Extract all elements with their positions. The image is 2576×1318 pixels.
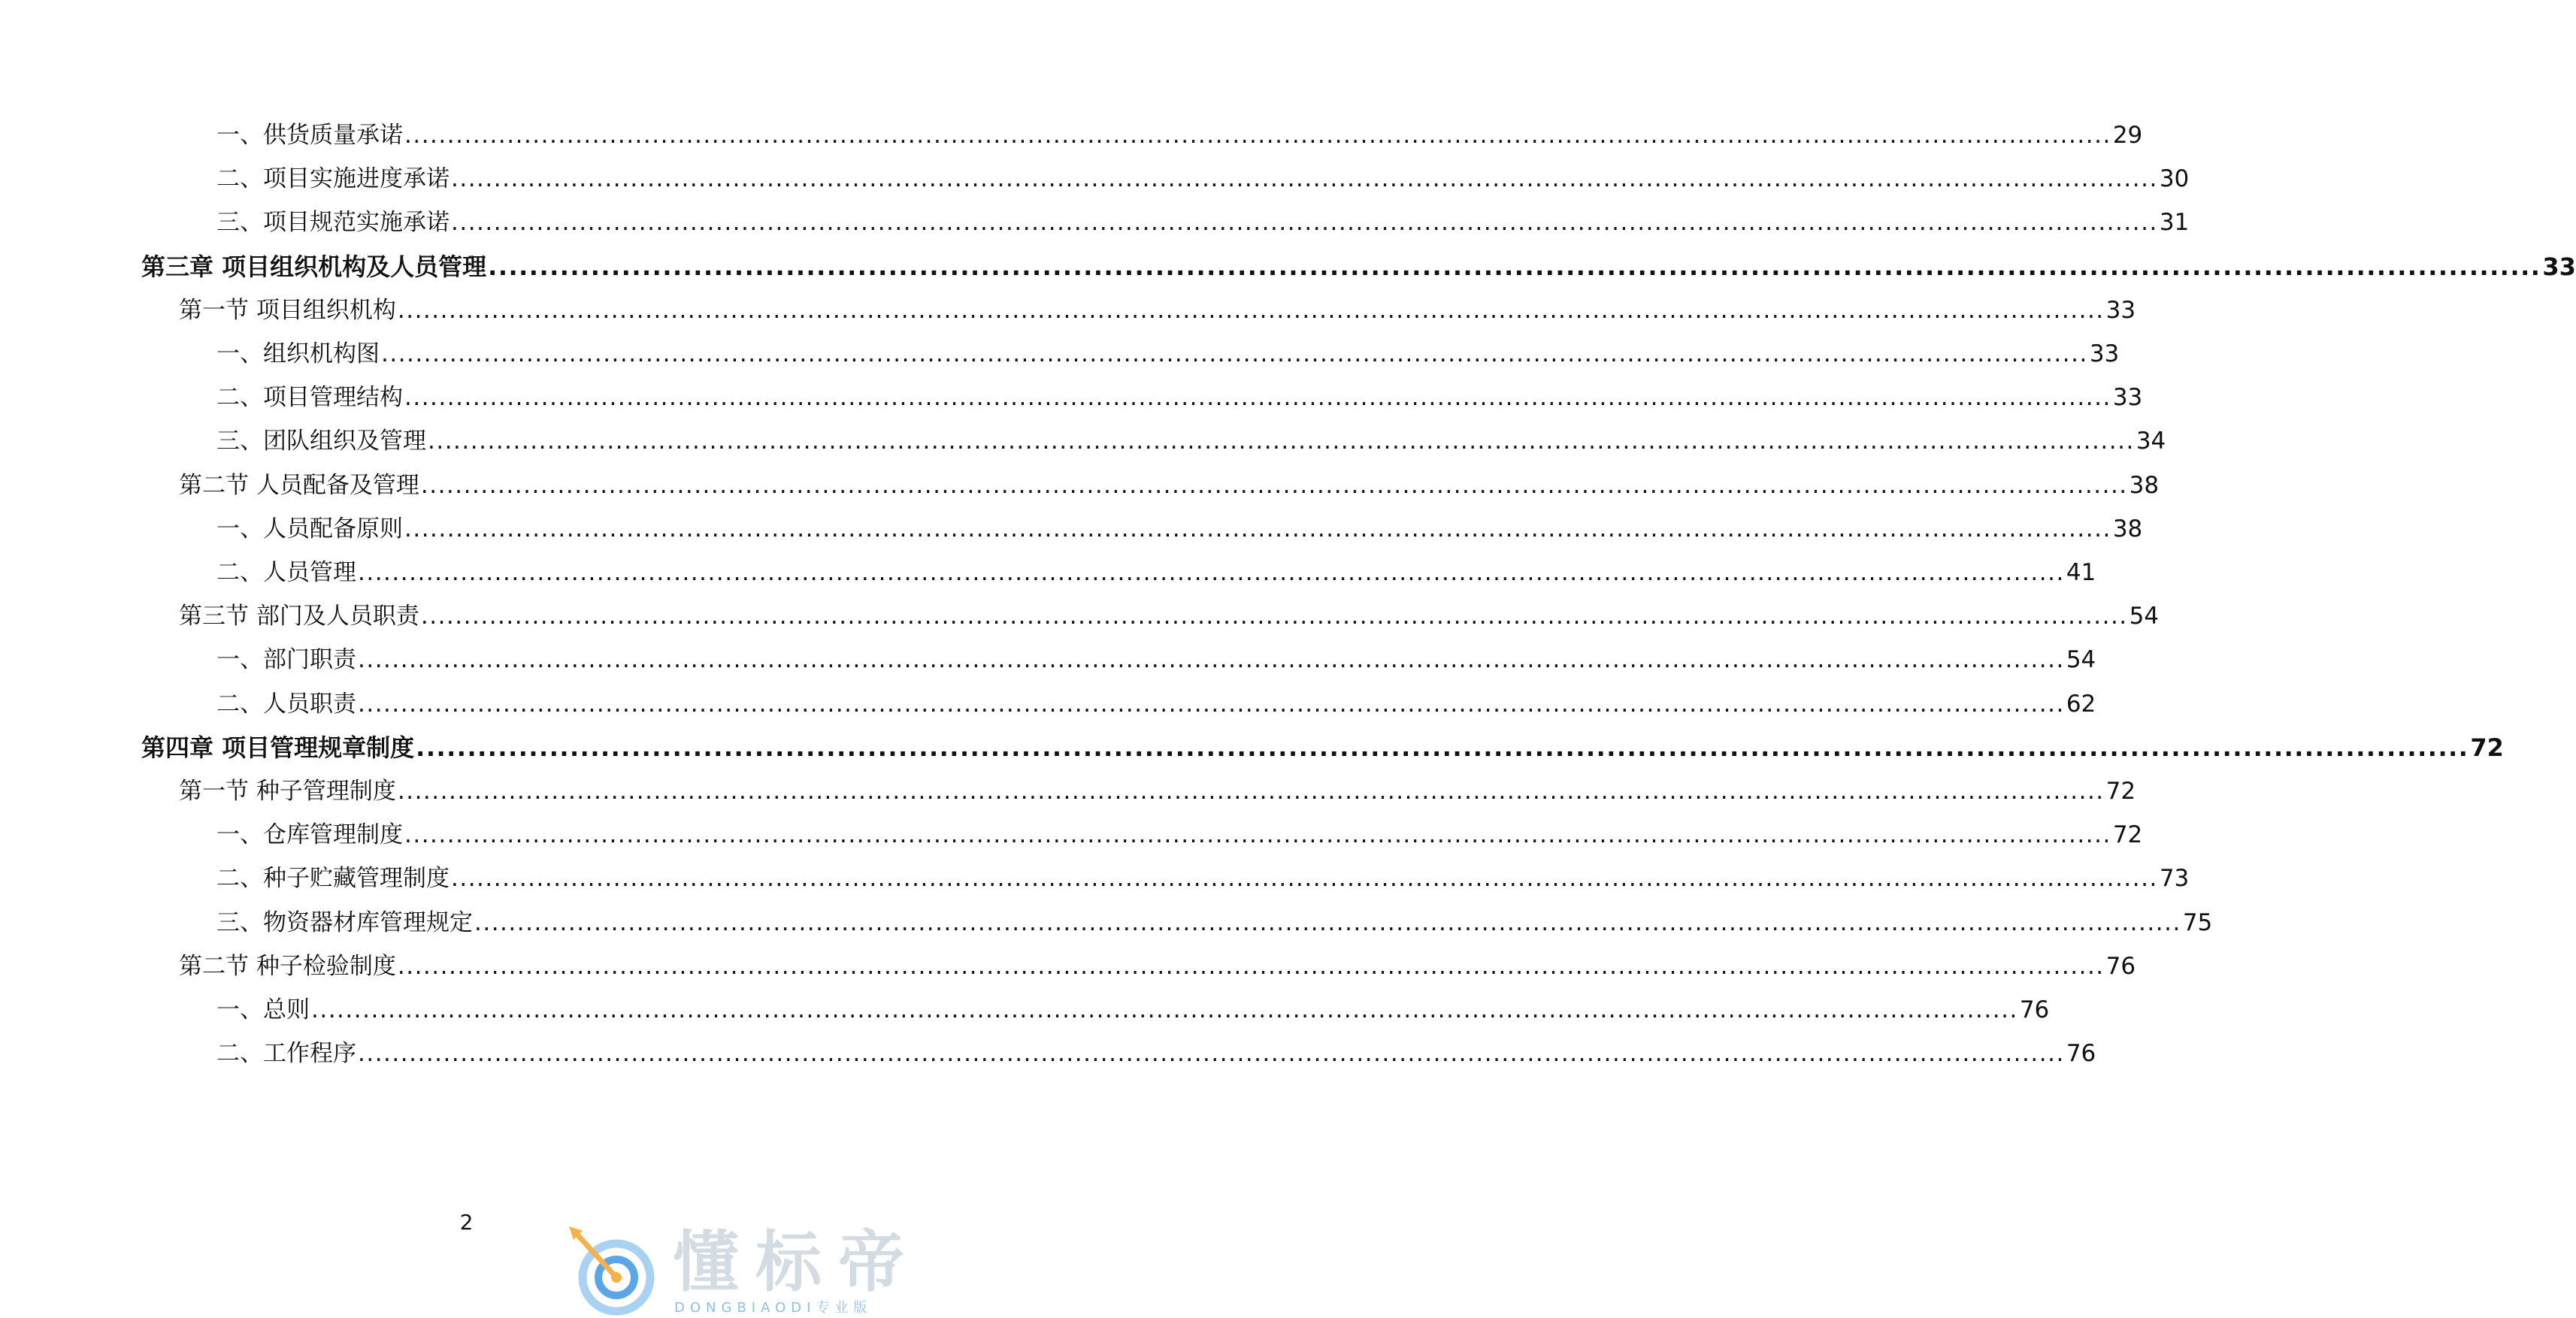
toc-entry-title: 一、组织机构图 — [216, 340, 380, 367]
toc-entry-title: 二、工作程序 — [216, 1040, 356, 1068]
toc-leader-dots: ........................................................................................................................................................................................................ — [404, 821, 2111, 849]
toc-entry-page: 72 — [2112, 821, 2143, 849]
toc-entry-title: 第三节 部门及人员职责 — [179, 603, 419, 630]
toc-entry-page: 76 — [2066, 1040, 2096, 1068]
toc-entry-title: 二、人员管理 — [216, 559, 356, 586]
toc-entry-page: 76 — [2019, 996, 2050, 1023]
toc-entry-title: 一、部门职责 — [216, 646, 356, 674]
toc-entry-title: 第二节 人员配备及管理 — [179, 471, 419, 499]
toc-entry-title: 一、总则 — [216, 996, 310, 1023]
toc-entry-page: 54 — [2066, 646, 2096, 674]
toc-entry-page: 33 — [2112, 384, 2143, 412]
toc-entry-title: 一、供货质量承诺 — [216, 122, 403, 149]
page-number: 2 — [459, 1210, 474, 1235]
toc-leader-dots: ........................................................................................................................................................................................................ — [397, 952, 2105, 980]
toc-leader-dots: ........................................................................................................................................................................................................ — [397, 778, 2105, 805]
toc-entry[interactable] — [216, 331, 2120, 369]
toc-entry[interactable] — [216, 419, 2166, 456]
toc-entry[interactable] — [179, 288, 2136, 325]
toc-entry-title: 二、项目实施进度承诺 — [216, 165, 450, 193]
toc-entry[interactable] — [141, 244, 2576, 282]
toc-entry-page: 38 — [2112, 515, 2143, 543]
toc-entry-page: 73 — [2159, 865, 2190, 893]
toc-leader-dots: ........................................................................................................................................................................................................ — [358, 646, 2065, 674]
toc-leader-dots: ........................................................................................................................................................................................................ — [404, 515, 2111, 543]
watermark — [560, 1225, 921, 1315]
toc-leader-dots: ........................................................................................................................................................................................................ — [420, 603, 2128, 630]
toc-leader-dots: ........................................................................................................................................................................................................ — [404, 122, 2111, 149]
toc-entry[interactable] — [216, 550, 2096, 588]
toc-leader-dots: ........................................................................................................................................................................................................ — [358, 690, 2065, 718]
toc-leader-dots: ........................................................................................................................................................................................................ — [451, 209, 2158, 237]
toc-entry[interactable] — [216, 200, 2190, 237]
target-logo-icon — [560, 1225, 665, 1315]
toc-entry-title: 第三章 项目组织机构及人员管理 — [141, 252, 487, 281]
toc-entry[interactable] — [216, 812, 2143, 850]
toc-entry[interactable] — [216, 113, 2143, 150]
toc-entry-title: 三、项目规范实施承诺 — [216, 209, 450, 237]
toc-entry[interactable] — [216, 156, 2190, 194]
toc-entry-page: 33 — [2089, 340, 2120, 367]
toc-entry-page: 33 — [2105, 296, 2136, 324]
toc-entry[interactable] — [216, 987, 2050, 1025]
toc-entry-title: 三、团队组织及管理 — [216, 428, 426, 455]
toc-entry[interactable] — [216, 900, 2213, 938]
toc-entry-title: 三、物资器材库管理规定 — [216, 908, 473, 936]
toc-entry[interactable] — [216, 506, 2143, 544]
toc-entry[interactable] — [216, 856, 2190, 893]
toc-leader-dots: ........................................................................................................................................................................................................ — [358, 1040, 2065, 1068]
toc-entry[interactable] — [216, 682, 2096, 719]
toc-entry-page: 76 — [2105, 952, 2136, 980]
toc-leader-dots: ........................................................................................................................................................................................................ — [488, 252, 2541, 281]
toc-entry-page: 75 — [2182, 908, 2213, 936]
toc-leader-dots: ........................................................................................................................................................................................................ — [474, 908, 2181, 936]
toc-entry-page: 62 — [2066, 690, 2096, 718]
toc-entry-page: 33 — [2542, 252, 2576, 281]
toc-leader-dots: ........................................................................................................................................................................................................ — [420, 471, 2128, 499]
toc-entry-title: 一、人员配备原则 — [216, 515, 403, 543]
toc-entry[interactable] — [216, 637, 2096, 675]
toc-entry-title: 第一节 种子管理制度 — [179, 778, 396, 805]
toc-entry[interactable] — [179, 944, 2136, 981]
toc-leader-dots: ........................................................................................................................................................................................................ — [416, 733, 2469, 762]
toc-entry[interactable] — [179, 463, 2160, 500]
toc-entry-page: 72 — [2105, 778, 2136, 805]
toc-entry[interactable] — [179, 594, 2160, 631]
toc-leader-dots: ........................................................................................................................................................................................................ — [451, 865, 2158, 893]
watermark-name: 懂标帝 — [673, 1223, 922, 1301]
toc-entry-page: 34 — [2136, 428, 2166, 455]
toc-entry-page: 38 — [2129, 471, 2160, 499]
toc-entry-page: 29 — [2112, 122, 2143, 149]
toc-entry-page: 41 — [2066, 559, 2096, 586]
toc-entry-title: 二、种子贮藏管理制度 — [216, 865, 450, 893]
toc-entry-page: 72 — [2470, 733, 2504, 762]
toc-leader-dots: ........................................................................................................................................................................................................ — [451, 165, 2158, 193]
toc-entry[interactable] — [141, 725, 2504, 763]
toc-entry-title: 第四章 项目管理规章制度 — [141, 733, 415, 762]
toc-entry-title: 第一节 项目组织机构 — [179, 296, 396, 324]
toc-leader-dots: ........................................................................................................................................................................................................ — [404, 384, 2111, 412]
toc-entry-title: 一、仓库管理制度 — [216, 821, 403, 849]
toc-entry-page: 30 — [2159, 165, 2190, 193]
toc-entry[interactable] — [216, 375, 2143, 413]
watermark-sub: DONGBIAODI专业版 — [674, 1300, 873, 1316]
toc-leader-dots: ........................................................................................................................................................................................................ — [381, 340, 2088, 367]
toc-leader-dots: ........................................................................................................................................................................................................ — [358, 559, 2065, 586]
toc-leader-dots: ........................................................................................................................................................................................................ — [311, 996, 2018, 1023]
toc-leader-dots: ........................................................................................................................................................................................................ — [428, 428, 2135, 455]
toc-entry-page: 31 — [2159, 209, 2190, 237]
toc-entry-page: 54 — [2129, 603, 2160, 630]
toc-entry-title: 第二节 种子检验制度 — [179, 952, 396, 980]
toc-entry-title: 二、项目管理结构 — [216, 384, 403, 412]
toc-entry[interactable] — [179, 769, 2136, 806]
toc-leader-dots: ........................................................................................................................................................................................................ — [397, 296, 2105, 324]
toc-entry-title: 二、人员职责 — [216, 690, 356, 718]
toc-entry[interactable] — [216, 1031, 2096, 1069]
